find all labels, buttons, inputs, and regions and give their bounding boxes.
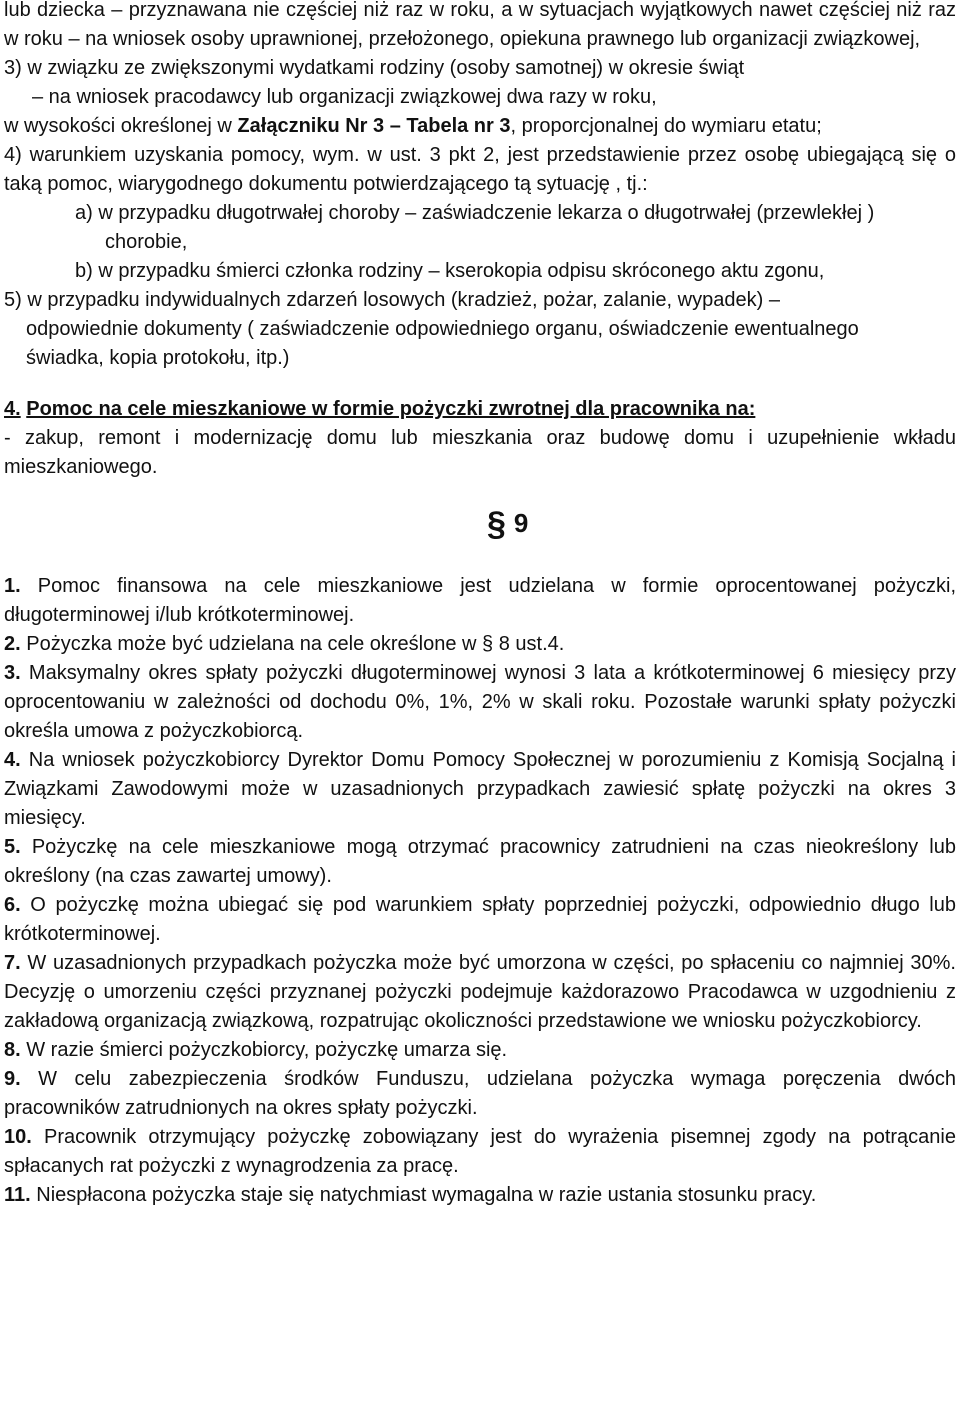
- section-4-title: Pomoc na cele mieszkaniowe w formie pożyczki zwrotnej dla pracownika na:: [26, 398, 756, 420]
- paragraph-list: [4, 572, 956, 1210]
- section-number: 9: [513, 508, 529, 538]
- section-4-number: 4.: [4, 398, 21, 420]
- item-3-continuation-b: w wysokości określonej w Załączniku Nr 3 – Tabela nr 3, proporcjonalnej do wymiaru etatu;: [4, 115, 822, 137]
- attachment-reference: Załączniku Nr 3 – Tabela nr 3: [237, 115, 511, 137]
- paragraph-1: 1. Pomoc finansowa na cele mieszkaniowe jest udzielana w formie oprocentowanej pożyczki, długoterminowej i/lub krótkoterminowej.: [4, 575, 956, 626]
- item-4: 4) warunkiem uzyskania pomocy, wym. w ust. 3 pkt 2, jest przedstawienie przez osobę ubiegającą się o taką pomoc, wiarygodnego dokumentu potwierdzającego tą sytuację , tj.:: [4, 144, 956, 195]
- paragraph-10: 10. Pracownik otrzymujący pożyczkę zobowiązany jest do wyrażenia pisemnej zgody na potrącanie spłacanych rat pożyczki z wynagrodzenia za pracę.: [4, 1126, 956, 1177]
- paragraph-6: 6. O pożyczkę można ubiegać się pod warunkiem spłaty poprzedniej pożyczki, odpowiednio długo lub krótkoterminowej.: [4, 894, 956, 945]
- paragraph-7: 7. W uzasadnionych przypadkach pożyczka może być umorzona w części, po spłaceniu co najmniej 30%. Decyzję o umorzeniu części przyznanej pożyczki podejmuje każdorazowo Pracodawca w uzgodnieniu z zakładową organizacją związkową, rozpatrując okoliczności przedstawione we wniosku pożyczkobiorcy.: [4, 952, 956, 1032]
- item-3: [4, 54, 956, 83]
- section-4-item: - zakup, remont i modernizację domu lub mieszkania oraz budowę domu i uzupełnienie wkładu mieszkaniowego.: [4, 427, 956, 478]
- item-5: 5) w przypadku indywidualnych zdarzeń losowych (kradzież, pożar, zalanie, wypadek) – odpowiednie dokumenty ( zaświadczenie odpowiedniego organu, oświadczenie ewentualnego świadka, kopia protokołu, itp.): [4, 289, 859, 369]
- paragraph-9: 9. W celu zabezpieczenia środków Funduszu, udzielana pożyczka wymaga poręczenia dwóch pracowników zatrudnionych na okres spłaty pożyczki.: [4, 1068, 956, 1119]
- section-mark: [4, 482, 956, 562]
- item-4a: a) w przypadku długotrwałej choroby – zaświadczenie lekarza o długotrwałej (przewlekłej ) chorobie,: [75, 202, 875, 253]
- item-3-text: 3) w związku ze zwiększonymi wydatkami rodziny (osoby samotnej) w okresie świąt: [4, 57, 745, 79]
- item-4b: b) w przypadku śmierci członka rodziny – kserokopia odpisu skróconego aktu zgonu,: [75, 260, 825, 282]
- paragraph-11: 11. Niespłacona pożyczka staje się natychmiast wymagalna w razie ustania stosunku pracy.: [4, 1184, 817, 1206]
- section-4-heading: [4, 395, 956, 424]
- section-symbol: §: [487, 505, 506, 543]
- paragraph-3: 3. Maksymalny okres spłaty pożyczki długoterminowej wynosi 3 lata a krótkoterminowej 6 miesięcy przy oprocentowaniu w zależności od dochodu 0%, 1%, 2% w skali roku. Pozostałe warunki spłaty pożyczki określa umowa z pożyczkobiorcą.: [4, 662, 956, 742]
- intro-paragraph: lub dziecka – przyznawana nie częściej niż raz w roku, a w sytuacjach wyjątkowych nawet częściej niż raz w roku – na wniosek osoby uprawnionej, przełożonego, opiekuna prawnego lub organizacji związkowej,: [4, 0, 956, 50]
- paragraph-8: 8. W razie śmierci pożyczkobiorcy, pożyczkę umarza się.: [4, 1039, 508, 1061]
- item-3-continuation-a: – na wniosek pracodawcy lub organizacji związkowej dwa razy w roku,: [32, 86, 657, 108]
- document-page: [4, 0, 956, 1210]
- paragraph-5: 5. Pożyczkę na cele mieszkaniowe mogą otrzymać pracownicy zatrudnieni na czas nieokreślony lub określony (na czas zawartej umowy).: [4, 836, 956, 887]
- paragraph-2: 2. Pożyczka może być udzielana na cele określone w § 8 ust.4.: [4, 633, 565, 655]
- paragraph-4: 4. Na wniosek pożyczkobiorcy Dyrektor Domu Pomocy Społecznej w porozumieniu z Komisją Socjalną i Związkami Zawodowymi może w uzasadnionych przypadkach zawiesić spłatę pożyczki na okres 3 miesięcy.: [4, 749, 956, 829]
